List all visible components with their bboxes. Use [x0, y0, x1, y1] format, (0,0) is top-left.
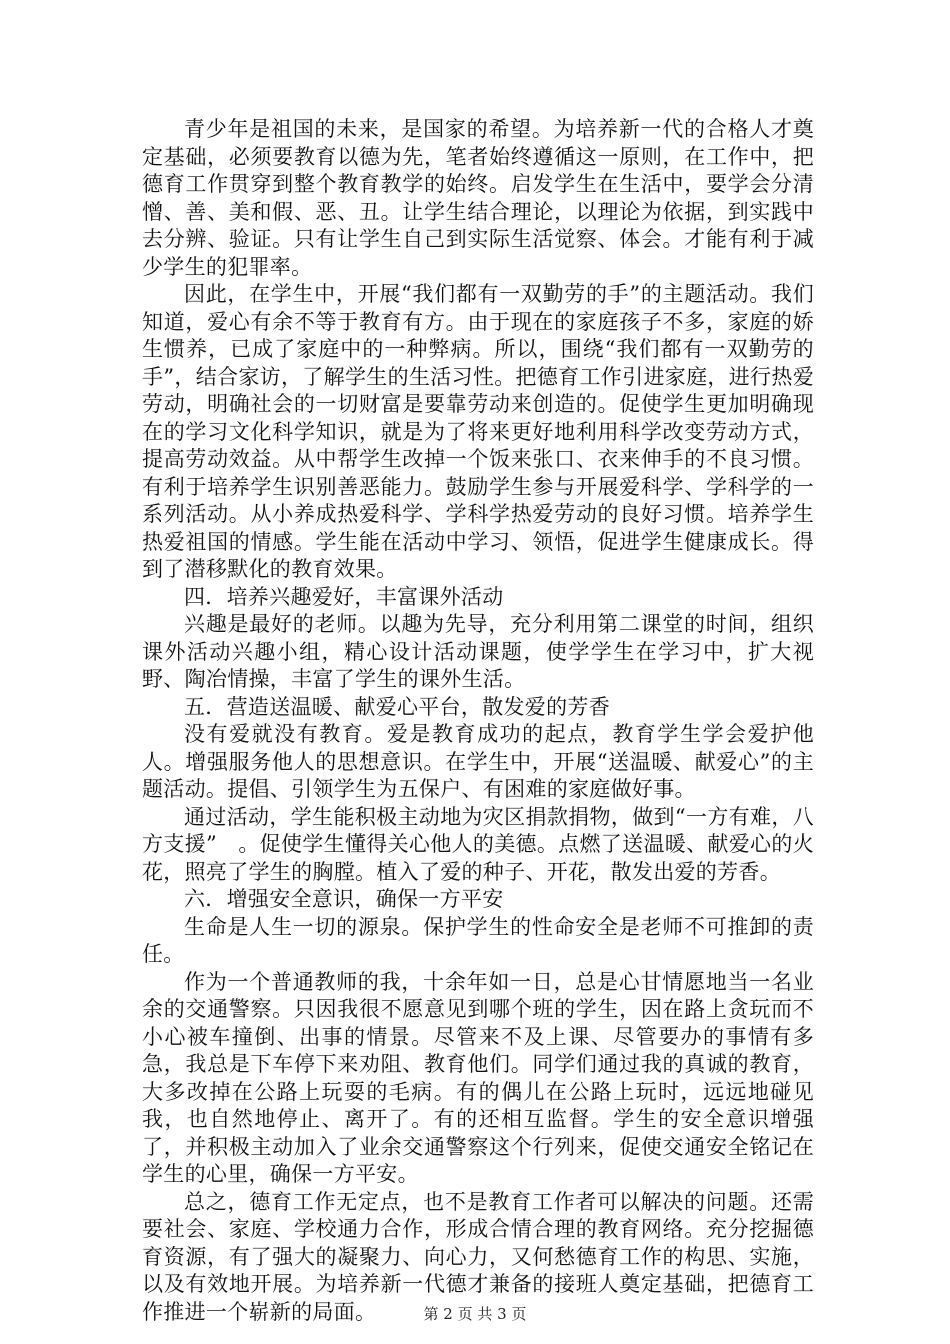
section-heading-4: 四．培养兴趣爱好，丰富课外活动: [184, 584, 504, 609]
section-heading-6: 六．增强安全意识，确保一方平安: [184, 887, 504, 911]
document-body: [142, 116, 814, 1326]
page-number: 第 2 页 共 3 页: [423, 1305, 527, 1323]
paragraph-interest: 兴趣是最好的老师。以趣为先导，充分利用第二课堂的时间，组织课外活动兴趣小组，精心设计活动课题，使学学生在学习中，扩大视野、陶冶情操，丰富了学生的课外生活。: [142, 612, 814, 691]
paragraph-activity-result: 通过活动，学生能积极主动地为灾区捐款捐物，做到“一方有难，八方支援” 。促使学生懂得关心他人的美德。点燃了送温暖、献爱心的火花，照亮了学生的胸膛。植入了爱的种子、开花，散发出爱的芳香。: [142, 804, 814, 884]
paragraph-traffic-police: 作为一个普通教师的我，十余年如一日，总是心甘情愿地当一名业余的交通警察。只因我很不愿意见到哪个班的学生，因在路上贪玩而不小心被车撞倒、出事的情景。尽管来不及上课、尽管要办的事情有多急，我总是下车停下来劝阻、教育他们。同学们通过我的真诚的教育，大多改掉在公路上玩耍的毛病。有的偶儿在公路上玩时，远远地碰见我，也自然地停止、离开了。有的还相互监督。学生的安全意识增强了，并积极主动加入了业余交通警察这个行列来，促使交通安全铭记在学生的心里，确保一方平安。: [142, 969, 814, 1186]
paragraph-labor-activity: 因此，在学生中，开展“我们都有一双勤劳的手”的主题活动。我们知道，爱心有余不等于教育有方。由于现在的家庭孩子不多，家庭的娇生惯养，已成了家庭中的一种弊病。所以，围绕“我们都有一双勤劳的手”，结合家访，了解学生的生活习性。把德育工作引进家庭，进行热爱劳动，明确社会的一切财富是要靠劳动来创造的。促使学生更加明确现在的学习文化科学知识，就是为了将来更好地利用科学改变劳动方式，提高劳动效益。从中帮学生改掉一个饭来张口、衣来伸手的不良习惯。有利于培养学生识别善恶能力。鼓励学生参与开展爱科学、学科学的一系列活动。从小养成热爱科学、学科学热爱劳动的良好习惯。培养学生热爱祖国的情感。学生能在活动中学习、领悟，促进学生健康成长。得到了潜移默化的教育效果。: [142, 282, 814, 581]
paragraph-intro: 青少年是祖国的未来，是国家的希望。为培养新一代的合格人才奠定基础，必须要教育以德为先，笔者始终遵循这一原则，在工作中，把德育工作贯穿到整个教育教学的始终。启发学生在生活中，要学会分清憎、善、美和假、恶、丑。让学生结合理论，以理论为依据，到实践中去分辨、验证。只有让学生自己到实际生活觉察、体会。才能有利于减少学生的犯罪率。: [142, 117, 814, 279]
paragraph-safety: 生命是人生一切的源泉。保护学生的性命安全是老师不可推卸的责任。: [142, 914, 814, 966]
paragraph-conclusion: 总之，德育工作无定点，也不是教育工作者可以解决的问题。还需要社会、家庭、学校通力合作，形成合情合理的教育网络。充分挖掘德育资源，有了强大的凝聚力、向心力，又何愁德育工作的构思、实施，以及有效地开展。为培养新一代德才兼备的接班人奠定基础，把德育工作推进一个崭新的局面。: [142, 1189, 814, 1324]
paragraph-love: 没有爱就没有教育。爱是教育成功的起点，教育学生学会爱护他人。增强服务他人的思想意识。在学生中，开展“送温暖、献爱心”的主题活动。提倡、引领学生为五保户、有困难的家庭做好事。: [142, 722, 814, 801]
section-heading-5: 五．营造送温暖、献爱心平台，散发爱的芳香: [184, 694, 610, 719]
